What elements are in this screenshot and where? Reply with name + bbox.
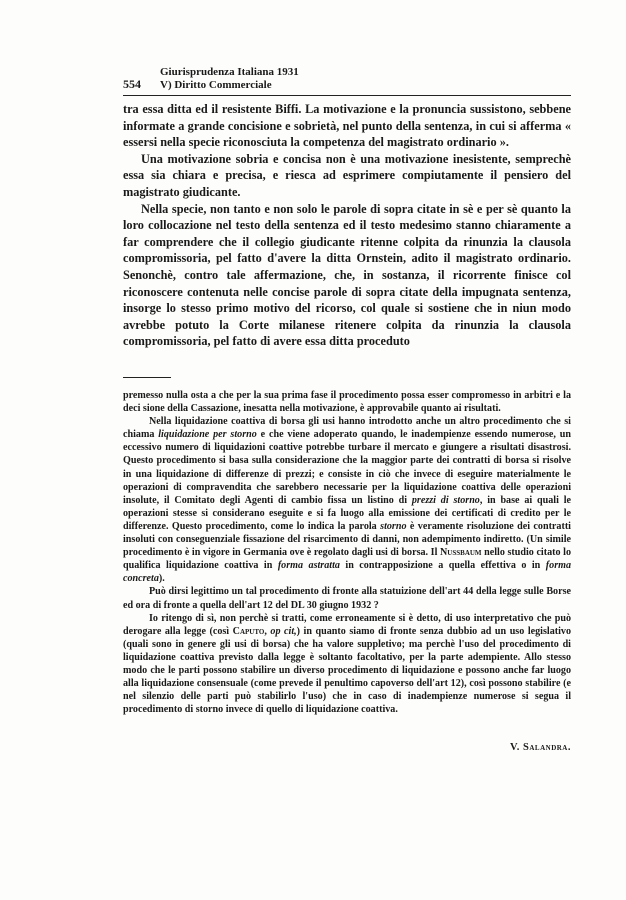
- text-run: , in base ai quali le operazioni stesse si considerano eseguite e si fa luogo alla emissione dei certificati di credito per le differenze. Questo procedimento, come lo indica la parola: [123, 494, 571, 532]
- author-name: Caputo: [232, 625, 265, 637]
- footnote-answer-paragraph: [123, 612, 571, 717]
- text-run: Io ritengo di sì, non perchè si tratti, come erroneamente si è detto, di uso interpretativo che può derogare alla legge (così: [123, 612, 571, 637]
- footnote-continuation: premesso nulla osta a che per la sua prima fase il procedimento possa esser compromesso in arbitri e la deci sione della Cassazione, inesatta nella motivazione, è approvabile quanto ai risultati.: [123, 390, 571, 415]
- page-header: [123, 66, 571, 100]
- text-run: nello studio citato lo qualifica liquidazione coattiva in: [123, 547, 572, 572]
- signature: V. Salandra.: [510, 742, 571, 753]
- text-run: ,: [264, 625, 271, 637]
- paragraph-3: Nella specie, non tanto e non solo le parole di sopra citate in sè e per sè quanto la loro collocazione nel testo della sentenza ed il testo medesimo stanno chiaramente a far comprendere che il collegio giudicante ritenne colpita da rinunzia la clausola compromissoria, pel fatto d'avere la ditta Ornstein, adito il magistrato ordinario. Senonchè, contro tale affermazione, che, in sostanza, il ricorrente finisce col riconoscere contenuta nelle concise parole di sopra citate della impugnata sentenza, insorge lo stesso primo motivo del ricorso, col quale si sostiene che in niun modo avrebbe potuto la Corte milanese ritenere colpita da rinunzia la clausola compromissoria, pel fatto di avere essa ditta proceduto: [123, 201, 571, 349]
- paragraph-1: tra essa ditta ed il resistente Biffi. La motivazione e la pronuncia sussistono, sebbene informate a grande concisione e sobrietà, nel punto della sentenza, in cui si afferma « essersi nella specie riconosciuta la competenza del magistrato ordinario ».: [123, 102, 571, 150]
- text-run: ) in quanto siamo di fronte senza dubbio ad un uso legislativo (quali sono in genere gli usi di borsa) che ha valore suppletivo; ma perchè l'uso del procedimento di liquidazione coattiva previsto dalla legge è soltanto facoltativo, per la parte adempiente. Allo stesso modo che le parti possono stabilire un diverso procedimento di liquidazione e possono anche far luogo alla liquidazione consensuale (come prevede il penultimo capoverso dell'art 12), così possono stabilire (e nel silenzio delle parti può stabilirlo l'uso) che in caso di inadempienze numerose si segua il procedimento di storno invece di quello di liquidazione coattiva.: [123, 625, 572, 716]
- text-run: in contrapposizione a quella effettiva o in: [339, 560, 546, 572]
- header-rule: [123, 95, 571, 96]
- footnotes: [123, 389, 571, 716]
- text-run: e che viene adoperato quando, le inadempienze essendo numerose, un eccessivo numero di liquidazioni coattive potrebbe turbare il mercato e giungere a risultati disastrosi. Questo procedimento si basa sulla considerazione che la maggior parte dei contratti di borsa si risolve in una liquidazione di differenze di prezzi; e consiste in ciò che invece di eseguire materialmente le operazioni di compravendita che sarebbero necessarie per la liquidazione coattiva delle operazioni insolute, il Comitato degli Agenti di cambio fissa un listino di: [123, 429, 571, 506]
- italic-term: liquidazione per storno: [158, 429, 257, 441]
- footnote-question-paragraph: Può dirsi legittimo un tal procedimento di fronte alla statuizione dell'art 44 della legge sulle Borse ed ora di fronte a quella dell'art 12 del DL 30 giugno 1932 ?: [123, 586, 571, 611]
- page-number: 554: [123, 77, 141, 91]
- italic-term: op cit,: [270, 625, 297, 637]
- paragraph-2: Una motivazione sobria e concisa non è una motivazione inesistente, semprechè essa sia chiara e precisa, e riesca ad esprimere compiutamente il pensiero del magistrato giudicante.: [123, 151, 571, 199]
- italic-term: prezzi di storno: [411, 494, 480, 506]
- main-text: [123, 101, 571, 350]
- footnote-rule: [123, 377, 171, 378]
- text-run: ).: [158, 573, 165, 585]
- italic-term: forma concreta: [123, 560, 572, 585]
- italic-term: storno: [380, 520, 407, 532]
- footnote-storno-paragraph: [123, 415, 571, 585]
- text-run: è veramente risoluzione dei contratti insoluti con conseguenziale fissazione del risarcimento di danni, non adempimento indiretto. (Un simile procedimento è in vigore in Germania ove è regolato dagli usi di borsa. Il: [123, 520, 571, 559]
- section-title: V) Diritto Commerciale: [160, 79, 272, 91]
- text-run: Nella liquidazione coattiva di borsa gli usi hanno introdotto anche un altro procedimento che si chiama: [123, 416, 571, 441]
- author-name: Nussbaum: [440, 547, 482, 559]
- italic-term: forma astratta: [277, 560, 340, 572]
- journal-title: Giurisprudenza Italiana 1931: [160, 66, 299, 78]
